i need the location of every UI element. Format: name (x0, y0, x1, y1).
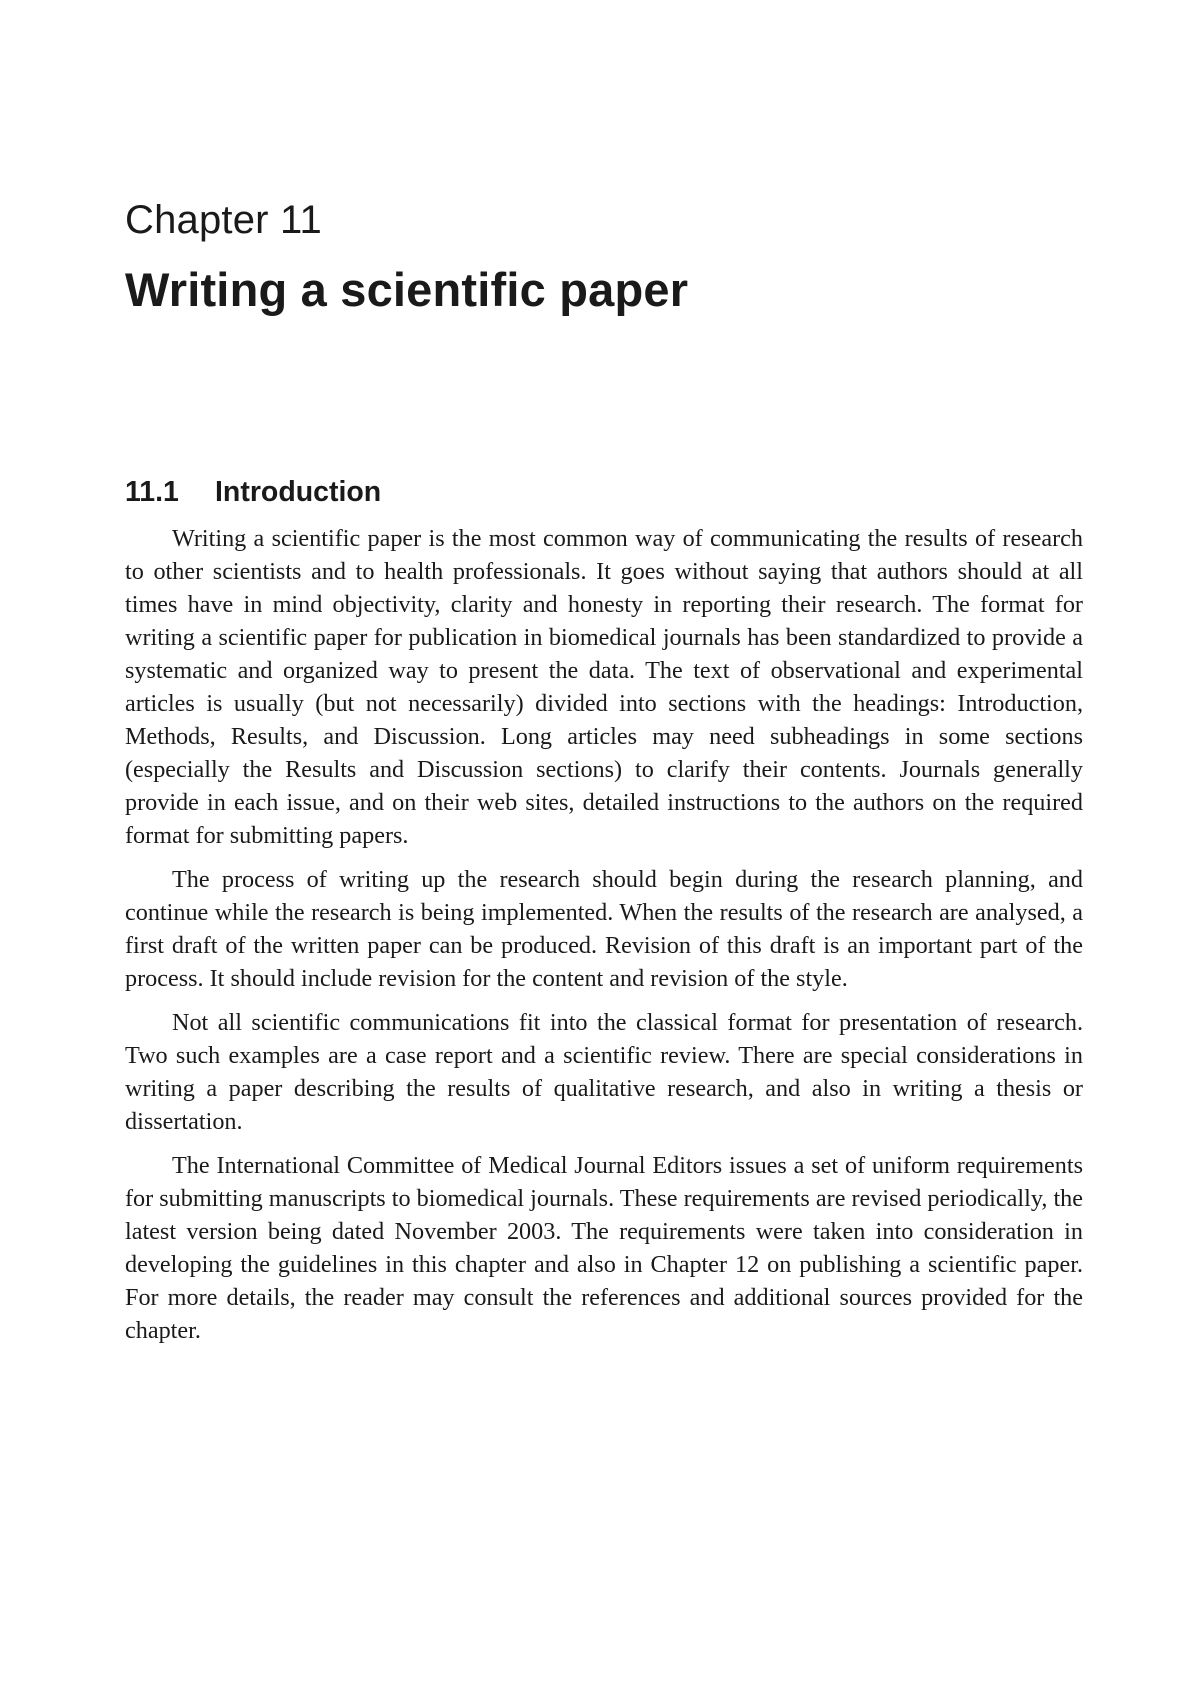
section-heading (125, 474, 381, 510)
section-title: Introduction (215, 476, 382, 508)
body-text (125, 522, 1083, 1358)
paragraph: Not all scientific communications fit into the classical format for presentation of research. Two such examples are a case report and a scientific review. There are special considerations in writing a paper describing the results of qualitative research, and also in writing a thesis or dissertation. (125, 1009, 1083, 1135)
paragraph: The process of writing up the research should begin during the research planning, and continue while the research is being implemented. When the results of the research are analysed, a first draft of the written paper can be produced. Revision of this draft is an important part of the process. It should include revision for the content and revision of the style. (125, 866, 1083, 992)
paragraph: Writing a scientific paper is the most common way of communicating the results of research to other scientists and to health professionals. It goes without saying that authors should at all times have in mind objectivity, clarity and honesty in reporting their research. The format for writing a scientific paper for publication in biomedical journals has been standardized to provide a systematic and organized way to present the data. The text of observational and experimental articles is usually (but not necessarily) divided into sections with the headings: Introduction, Methods, Results, and Discussion. Long articles may need subheadings in some sections (especially the Results and Discussion sections) to clarify their contents. Journals generally provide in each issue, and on their web sites, detailed instructions to the authors on the required format for submitting papers. (125, 525, 1083, 849)
section-number: 11.1 (125, 476, 179, 508)
chapter-title: Writing a scientific paper (125, 263, 689, 316)
chapter-label: Chapter 11 (125, 198, 322, 242)
paragraph: The International Committee of Medical Journal Editors issues a set of uniform requirements for submitting manuscripts to biomedical journals. These requirements are revised periodically, the latest version being dated November 2003. The requirements were taken into consideration in developing the guidelines in this chapter and also in Chapter 12 on publishing a scientific paper. For more details, the reader may consult the references and additional sources provided for the chapter. (125, 1152, 1083, 1344)
